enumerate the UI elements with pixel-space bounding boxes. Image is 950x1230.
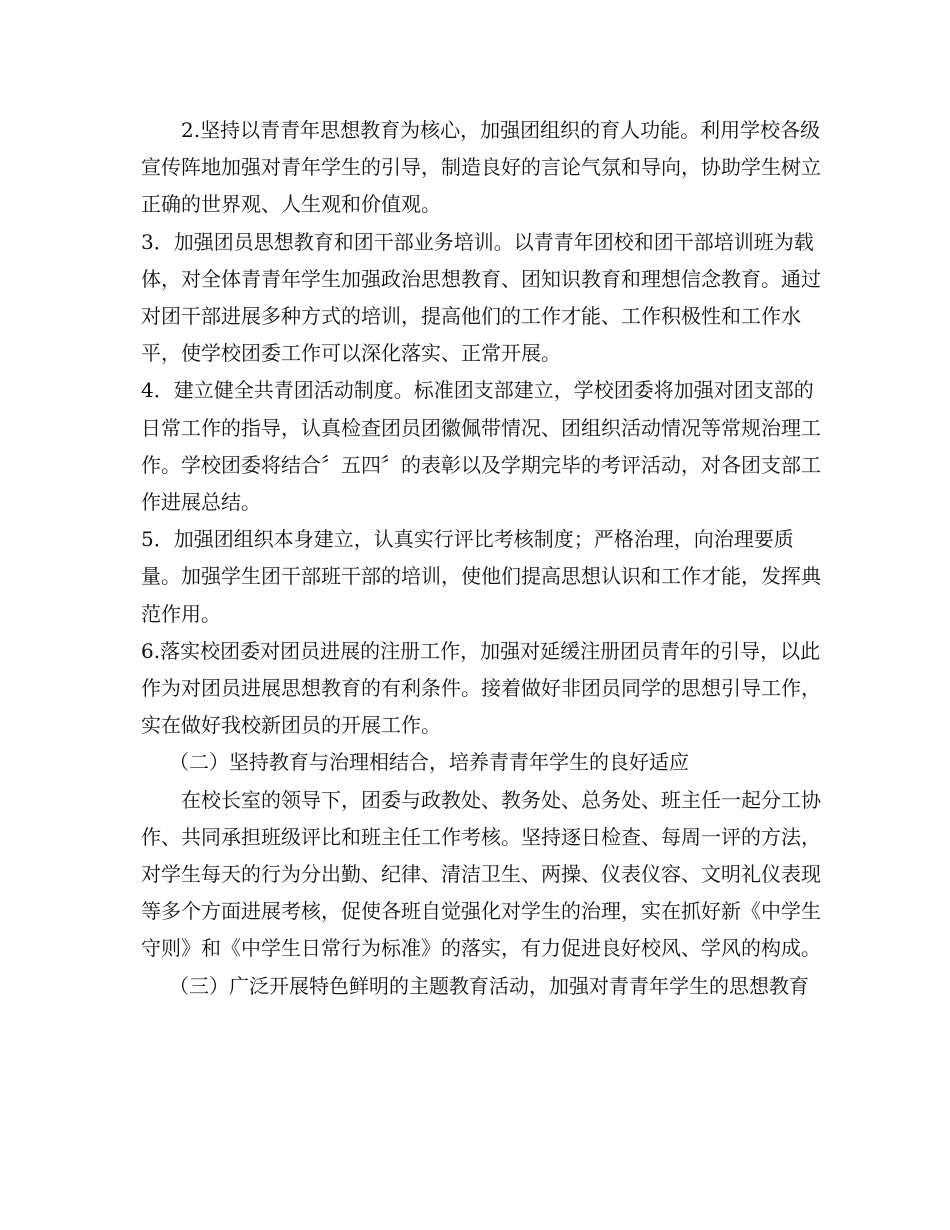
section-heading-2: （二）坚持教育与治理相结合，培养青青年学生的良好适应 [169,750,689,775]
paragraph-item-5: 5．加强团组织本身建立，认真实行评比考核制度；严格治理，向治理要质量。加强学生团干部班干部的培训，使他们提高思想认识和工作才能，发挥典范作用。 [141,527,821,626]
paragraph-item-2: 2.坚持以青青年思想教育为核心，加强团组织的育人功能。利用学校各级宣传阵地加强对青年学生的引导，制造良好的言论气氛和导向，协助学生树立正确的世界观、人生观和价值观。 [141,118,821,217]
paragraph-item-4: 4．建立健全共青团活动制度。标准团支部建立，学校团委将加强对团支部的日常工作的指导，认真检查团员团徽佩带情况、团组织活动情况等常规治理工作。学校团委将结合〞五四〞的表彰以及学期完毕的考评活动，对各团支部工作进展总结。 [141,378,821,515]
paragraph-item-3: 3．加强团员思想教育和团干部业务培训。以青青年团校和团干部培训班为载体，对全体青青年学生加强政治思想教育、团知识教育和理想信念教育。通过对团干部进展多种方式的培训，提高他们的工作才能、工作积极性和工作水平，使学校团委工作可以深化落实、正常开展。 [141,229,821,366]
section-body-2: 在校长室的领导下，团委与政教处、教务处、总务处、班主任一起分工协作、共同承担班级评比和班主任工作考核。坚持逐日检查、每周一评的方法，对学生每天的行为分出勤、纪律、清洁卫生、两操、仪表仪容、文明礼仪表现等多个方面进展考核，促使各班自觉强化对学生的治理，实在抓好新《中学生守则》和《中学生日常行为标准》的落实，有力促进良好校风、学风的构成。 [141,787,821,961]
section-heading-3: （三）广泛开展特色鲜明的主题教育活动，加强对青青年学生的思想教育 [169,973,809,998]
paragraph-item-6: 6.落实校团委对团员进展的注册工作，加强对延缓注册团员青年的引导，以此作为对团员进展思想教育的有利条件。接着做好非团员同学的思想引导工作，实在做好我校新团员的开展工作。 [141,638,821,738]
document-body [141,112,821,1005]
